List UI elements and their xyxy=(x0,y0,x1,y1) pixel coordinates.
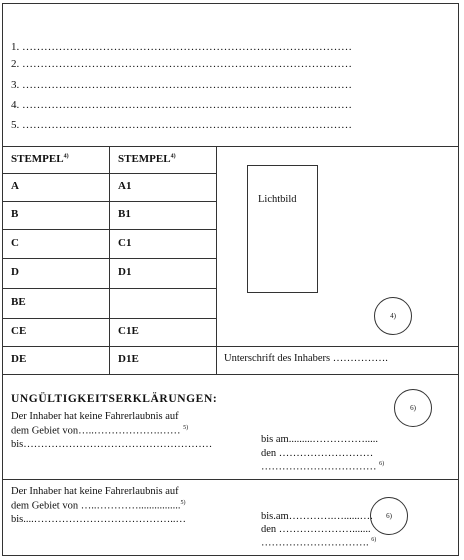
class-be: BE xyxy=(11,296,26,308)
inv1-line-3: bis……………………………………………… xyxy=(11,439,213,450)
inv2-line-2: dem Gebiet von …..…………................$^{5)}$ xyxy=(11,500,186,512)
row-line xyxy=(2,258,216,259)
class-d1e: D1E xyxy=(118,353,139,365)
stamp-header-left: STEMPEL$^{4)}$ xyxy=(11,153,69,165)
table-bottom-border xyxy=(2,374,458,375)
row-line xyxy=(2,318,216,319)
photo-box xyxy=(247,165,318,293)
class-c1e: C1E xyxy=(118,325,139,337)
inv2-line-1: Der Inhaber hat keine Fahrerlaubnis auf xyxy=(11,486,179,497)
row-line xyxy=(2,346,458,347)
line-3: 3. ……………………………………………………………………………… xyxy=(11,79,352,91)
row-line xyxy=(2,201,216,202)
row-line xyxy=(2,173,216,174)
class-b: B xyxy=(11,208,19,220)
class-ce: CE xyxy=(11,325,27,337)
inv2-right-2: den …………………....... xyxy=(261,524,371,535)
inv2-right-1: bis.am………….…......…. xyxy=(261,511,373,522)
line-5: 5. ……………………………………………………………………………… xyxy=(11,119,352,131)
class-d1: D1 xyxy=(118,266,132,278)
class-a1: A1 xyxy=(118,180,132,192)
col-divider-2 xyxy=(216,146,217,374)
inv1-line-1: Der Inhaber hat keine Fahrerlaubnis auf xyxy=(11,411,179,422)
line-2: 2. ……………………………………………………………………………… xyxy=(11,58,352,70)
invalidity-circle-1: 6) xyxy=(394,389,432,427)
inv1-right-2: den ……………………… xyxy=(261,448,374,459)
row-line xyxy=(2,288,216,289)
section-divider xyxy=(2,479,458,480)
signature-label: Unterschrift des Inhabers ……………. xyxy=(224,353,388,364)
class-c1: C1 xyxy=(118,237,132,249)
row-line xyxy=(2,229,216,230)
class-c: C xyxy=(11,237,19,249)
inv2-line-3: bis....…………………………………..… xyxy=(11,514,187,525)
inv1-right-3: …………………………… $^{6)}$ xyxy=(261,461,385,473)
photo-label: Lichtbild xyxy=(258,194,297,205)
line-4: 4. ……………………………………………………………………………… xyxy=(11,99,352,111)
inv1-line-2: dem Gebiet von…..……………….…… $^{5)}$ xyxy=(11,425,189,437)
stamp-circle: 4) xyxy=(374,297,412,335)
inv1-right-1: bis am.........……………..... xyxy=(261,434,378,445)
inv2-right-3: …………………………. $^{6)}$ xyxy=(261,537,377,549)
class-d: D xyxy=(11,266,19,278)
invalidity-circle-2: 6) xyxy=(370,497,408,535)
table-top-border xyxy=(2,146,458,147)
stamp-header-right: STEMPEL$^{4)}$ xyxy=(118,153,176,165)
col-divider-1 xyxy=(109,146,110,374)
line-1: 1. ……………………………………………………………………………… xyxy=(11,41,352,53)
class-a: A xyxy=(11,180,19,192)
invalidity-title: UNGÜLTIGKEITSERKLÄRUNGEN: xyxy=(11,393,218,405)
class-de: DE xyxy=(11,353,27,365)
class-b1: B1 xyxy=(118,208,131,220)
